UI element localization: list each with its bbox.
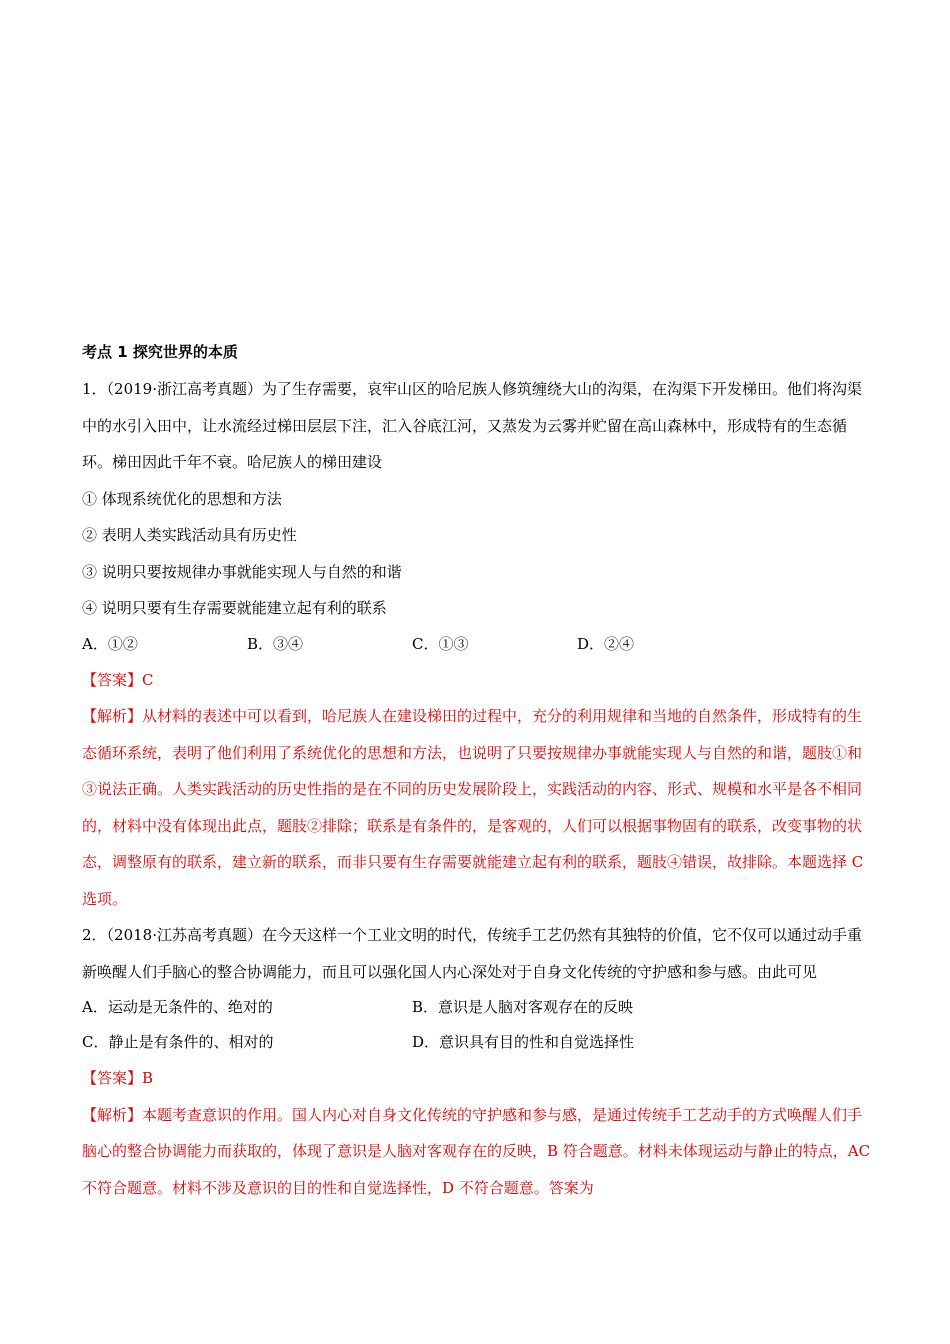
answer-label: 【答案】 bbox=[82, 670, 143, 689]
section-heading: 考点 1 探究世界的本质 bbox=[82, 343, 238, 361]
question-2-options-row-2 bbox=[82, 1025, 872, 1060]
question-2-option-b: B．意识是人脑对客观存在的反映 bbox=[412, 998, 634, 1016]
question-1-option-a: A．①② bbox=[82, 634, 138, 653]
question-1-option-d: D．②④ bbox=[577, 634, 635, 653]
question-2-option-a: A．运动是无条件的、绝对的 bbox=[82, 998, 273, 1016]
question-1-item-4: ④ 说明只要有生存需要就能建立起有利的联系 bbox=[82, 599, 387, 617]
question-2-option-d: D．意识具有目的性和自觉选择性 bbox=[412, 1033, 635, 1051]
analysis-label: 【解析】 bbox=[82, 1105, 143, 1124]
document-page bbox=[82, 338, 872, 1206]
question-2-options-row-1 bbox=[82, 990, 872, 1025]
question-1-option-c: C．①③ bbox=[412, 634, 469, 653]
answer-label: 【答案】 bbox=[82, 1069, 143, 1087]
question-2-analysis bbox=[82, 1097, 872, 1207]
question-1-option-b: B．③④ bbox=[247, 634, 304, 653]
question-2-answer bbox=[82, 1060, 872, 1097]
question-1-answer bbox=[82, 662, 872, 699]
question-2-stem: 2．（2018·江苏高考真题）在今天这样一个工业文明的时代，传统手工艺仍然有其独特的价值，它不仅可以通过动手重新唤醒人们手脑心的整合协调能力，而且可以强化国人内心深处对于自身文化传统的守护感和参与感。由此可见 bbox=[82, 926, 862, 981]
question-1-stem: 1．（2019·浙江高考真题）为了生存需要，哀牢山区的哈尼族人修筑缠绕大山的沟渠，在沟渠下开发梯田。他们将沟渠中的水引入田中，让水流经过梯田层层下注，汇入谷底江河，又蒸发为云雾并贮留在高山森林中，形成特有的生态循环。梯田因此千年不衰。哈尼族人的梯田建设 bbox=[82, 380, 862, 471]
answer-value: C bbox=[142, 670, 154, 689]
analysis-label: 【解析】 bbox=[82, 707, 143, 725]
question-1-item-2: ② 表明人类实践活动具有历史性 bbox=[82, 526, 297, 544]
question-1-options bbox=[82, 627, 872, 662]
analysis-text: 本题考查意识的作用。国人内心对自身文化传统的守护感和参与感，是通过传统手工艺动手的方式唤醒人们手脑心的整合协调能力而获取的，体现了意识是人脑对客观存在的反映，B 符合题意。材料未体现运动与静止的特点，AC 不符合题意。材料不涉及意识的目的性和自觉选择性，D 不符合题意。答案为 bbox=[82, 1105, 871, 1197]
answer-value: B bbox=[142, 1069, 154, 1087]
question-1-item-3: ③ 说明只要按规律办事就能实现人与自然的和谐 bbox=[82, 562, 402, 581]
question-2-option-c: C．静止是有条件的、相对的 bbox=[82, 1033, 274, 1051]
question-1-item-1: ① 体现系统优化的思想和方法 bbox=[82, 489, 282, 508]
analysis-text: 从材料的表述中可以看到，哈尼族人在建设梯田的过程中，充分的利用规律和当地的自然条件，形成特有的生态循环系统，表明了他们利用了系统优化的思想和方法，也说明了只要按规律办事就能实现人与自然的和谐，题肢①和③说法正确。人类实践活动的历史性指的是在不同的历史发展阶段上，实践活动的内容、形式、规模和水平是各不相同的，材料中没有体现出此点，题肢②排除；联系是有条件的，是客观的，人们可以根据事物固有的联系，改变事物的状态，调整原有的联系，建立新的联系，而非只要有生存需要就能建立起有利的联系，题肢④错误，故排除。本题选择 C 选项。 bbox=[82, 707, 864, 908]
question-1-analysis bbox=[82, 698, 872, 917]
